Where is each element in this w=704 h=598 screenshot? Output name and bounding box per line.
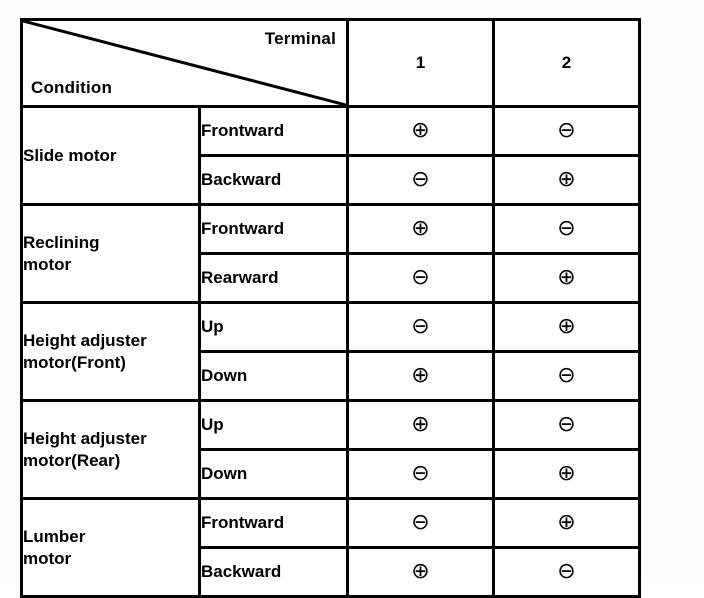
- polarity-symbol: ⊖: [411, 265, 430, 290]
- direction-cell: Down: [200, 352, 348, 401]
- polarity-symbol: ⊖: [557, 412, 576, 437]
- polarity-symbol: ⊕: [557, 265, 576, 290]
- header-terminal-label: Terminal: [264, 29, 336, 48]
- terminal1-polarity: [348, 499, 494, 548]
- polarity-symbol: ⊕: [411, 559, 430, 584]
- header-condition-label: Condition: [31, 78, 113, 97]
- terminal1-polarity: [348, 156, 494, 205]
- condition-line-2: motor: [23, 548, 72, 568]
- terminal1-polarity: [348, 401, 494, 450]
- polarity-symbol: ⊕: [557, 510, 576, 535]
- condition-line-1: Lumber: [23, 527, 86, 547]
- terminal1-polarity: [348, 107, 494, 156]
- terminal2-polarity: [494, 352, 640, 401]
- header-terminal-1: 1: [348, 20, 494, 107]
- polarity-symbol: ⊖: [557, 559, 576, 584]
- direction-cell: Backward: [200, 156, 348, 205]
- condition-line-1: Height adjuster: [23, 429, 147, 449]
- terminal2-polarity: [494, 205, 640, 254]
- direction-cell: Frontward: [200, 205, 348, 254]
- condition-line-2: motor(Rear): [23, 450, 121, 470]
- terminal2-polarity: [494, 401, 640, 450]
- condition-line-2: motor: [23, 254, 72, 274]
- header-terminal-2: 2: [494, 20, 640, 107]
- condition-reclining-motor: [22, 205, 200, 303]
- table-row: [22, 205, 640, 254]
- direction-cell: Down: [200, 450, 348, 499]
- condition-slide-motor: Slide motor: [22, 107, 200, 205]
- direction-cell: Up: [200, 303, 348, 352]
- polarity-symbol: ⊕: [411, 118, 430, 143]
- terminal1-polarity: [348, 450, 494, 499]
- direction-cell: Backward: [200, 548, 348, 597]
- table-header-row: [22, 20, 640, 107]
- polarity-symbol: ⊕: [411, 216, 430, 241]
- polarity-symbol: ⊖: [411, 314, 430, 339]
- terminal2-polarity: [494, 548, 640, 597]
- polarity-symbol: ⊖: [557, 118, 576, 143]
- terminal2-polarity: [494, 303, 640, 352]
- table-row: [22, 303, 640, 352]
- polarity-symbol: ⊖: [411, 510, 430, 535]
- polarity-symbol: ⊖: [411, 167, 430, 192]
- table-row: [22, 107, 640, 156]
- table-row: [22, 401, 640, 450]
- terminal1-polarity: [348, 303, 494, 352]
- direction-cell: Frontward: [200, 499, 348, 548]
- terminal1-polarity: [348, 254, 494, 303]
- terminal1-polarity: [348, 548, 494, 597]
- polarity-symbol: ⊕: [557, 314, 576, 339]
- polarity-symbol: ⊖: [411, 461, 430, 486]
- terminal1-polarity: [348, 205, 494, 254]
- polarity-symbol: ⊕: [557, 461, 576, 486]
- condition-line-1: Height adjuster: [23, 331, 147, 351]
- polarity-symbol: ⊕: [557, 167, 576, 192]
- polarity-symbol: ⊖: [557, 363, 576, 388]
- condition-line-1: Reclining: [23, 233, 100, 253]
- direction-cell: Frontward: [200, 107, 348, 156]
- condition-height-adjuster-rear: [22, 401, 200, 499]
- condition-height-adjuster-front: [22, 303, 200, 401]
- direction-cell: Up: [200, 401, 348, 450]
- polarity-symbol: ⊖: [557, 216, 576, 241]
- direction-cell: Rearward: [200, 254, 348, 303]
- condition-lumber-motor: [22, 499, 200, 597]
- terminal2-polarity: [494, 499, 640, 548]
- header-diagonal-cell: [22, 20, 348, 107]
- terminal2-polarity: [494, 450, 640, 499]
- terminal2-polarity: [494, 156, 640, 205]
- condition-line-2: motor(Front): [23, 352, 126, 372]
- polarity-symbol: ⊕: [411, 363, 430, 388]
- polarity-symbol: ⊕: [411, 412, 430, 437]
- terminal2-polarity: [494, 254, 640, 303]
- terminal2-polarity: [494, 107, 640, 156]
- terminal-condition-table: [20, 18, 641, 598]
- terminal1-polarity: [348, 352, 494, 401]
- table-row: [22, 499, 640, 548]
